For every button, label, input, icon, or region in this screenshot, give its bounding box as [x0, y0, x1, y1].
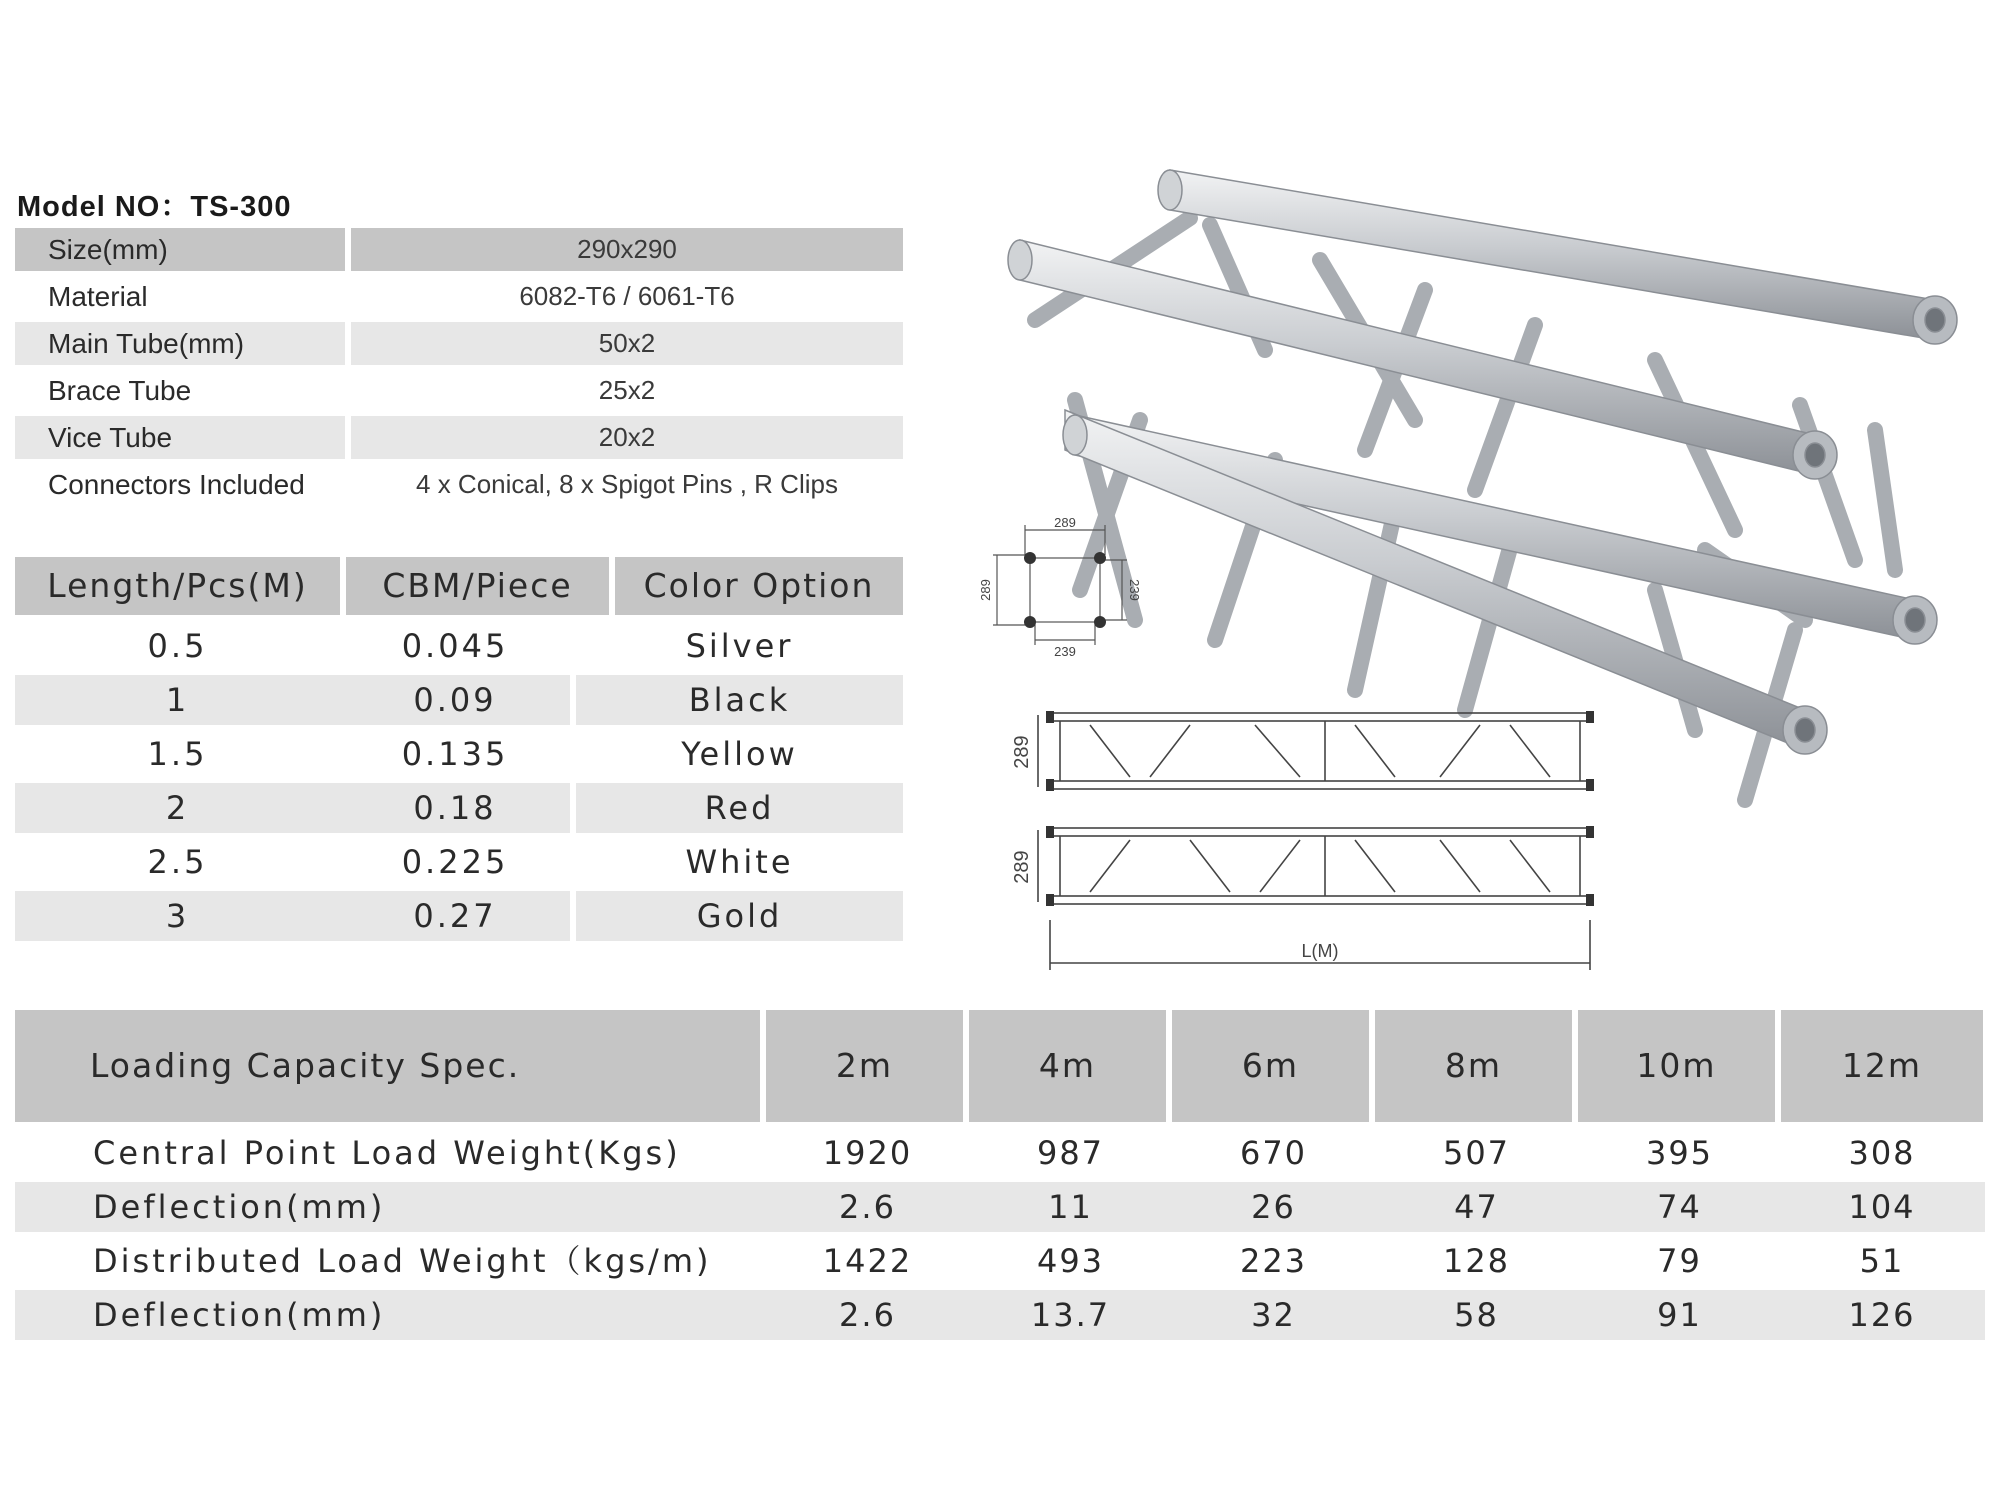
header-length: Length/Pcs(M) — [15, 557, 340, 615]
color-cell: Red — [704, 789, 775, 827]
spec-row — [15, 322, 903, 365]
load-row-label: Deflection(mm) — [93, 1188, 386, 1226]
cbm-cell: 0.09 — [413, 681, 497, 719]
table-row — [15, 783, 903, 833]
color-cell: Black — [688, 681, 791, 719]
load-cell: 91 — [1657, 1296, 1702, 1334]
spec-label: Main Tube(mm) — [15, 322, 345, 365]
loading-capacity-table — [15, 1010, 1985, 1344]
cross-width-label: 289 — [1054, 515, 1076, 530]
load-cell: 507 — [1442, 1134, 1511, 1172]
load-cell: 51 — [1859, 1242, 1905, 1280]
truss-illustration — [975, 150, 1995, 770]
load-cell: 2.6 — [839, 1188, 896, 1226]
cross-inner-h-label: 239 — [1127, 579, 1142, 601]
model-label: Model NO — [17, 191, 161, 223]
span-header: 4m — [969, 1010, 1166, 1122]
spec-label: Size(mm) — [15, 228, 345, 271]
table-row — [15, 621, 903, 671]
side-top-label: 289 — [1011, 735, 1033, 769]
load-cell: 126 — [1848, 1296, 1916, 1334]
load-cell: 58 — [1454, 1296, 1499, 1334]
length-table-header — [15, 557, 903, 615]
cbm-cell: 0.045 — [401, 627, 509, 665]
cbm-cell: 0.27 — [413, 897, 497, 935]
spec-label: Brace Tube — [48, 375, 192, 406]
model-separator: ： — [160, 191, 191, 223]
cbm-cell: 0.135 — [401, 735, 509, 773]
table-row — [15, 891, 903, 941]
spec-value: 290x290 — [351, 228, 903, 271]
model-value: TS-300 — [190, 191, 292, 223]
load-row-label: Distributed Load Weight（kgs/m) — [93, 1242, 712, 1280]
spec-row — [15, 228, 903, 271]
spec-table — [15, 228, 903, 510]
load-cell: 223 — [1239, 1242, 1308, 1280]
load-cell: 308 — [1848, 1134, 1916, 1172]
load-cell: 128 — [1442, 1242, 1511, 1280]
color-cell: Gold — [696, 897, 783, 935]
cross-section-drawing — [978, 515, 1142, 660]
span-header: 2m — [766, 1010, 963, 1122]
spec-value: 6082-T6 / 6061-T6 — [519, 281, 735, 311]
cbm-cell: 0.225 — [401, 843, 509, 881]
load-cell: 47 — [1454, 1188, 1499, 1226]
length-cell: 1 — [165, 681, 190, 719]
spec-row — [15, 275, 903, 318]
load-row-label: Deflection(mm) — [93, 1296, 386, 1334]
table-row — [15, 729, 903, 779]
color-cell: Silver — [685, 627, 794, 665]
cross-height-label: 289 — [978, 579, 993, 601]
load-cell: 11 — [1048, 1188, 1093, 1226]
table-row — [15, 837, 903, 887]
load-cell: 26 — [1251, 1188, 1296, 1226]
length-label: L(M) — [1301, 941, 1339, 961]
spec-value: 20x2 — [351, 416, 903, 459]
load-row-label: Central Point Load Weight(Kgs) — [93, 1134, 681, 1172]
load-cell: 2.6 — [839, 1296, 896, 1334]
span-header: 8m — [1375, 1010, 1572, 1122]
spec-row — [15, 369, 903, 412]
load-cell: 74 — [1657, 1188, 1702, 1226]
model-title — [17, 184, 291, 225]
load-cell: 104 — [1848, 1188, 1916, 1226]
load-cell: 493 — [1036, 1242, 1105, 1280]
color-cell: White — [685, 843, 794, 881]
spec-row — [15, 416, 903, 459]
load-cell: 1422 — [822, 1242, 913, 1280]
header-color: Color Option — [615, 557, 903, 615]
spec-value: 50x2 — [351, 322, 903, 365]
spec-label: Vice Tube — [15, 416, 345, 459]
length-cell: 0.5 — [147, 627, 208, 665]
loading-table-header — [15, 1010, 1985, 1122]
load-cell: 79 — [1657, 1242, 1702, 1280]
load-cell: 1920 — [822, 1134, 913, 1172]
length-cell: 1.5 — [147, 735, 208, 773]
length-cell: 2.5 — [147, 843, 208, 881]
load-cell: 395 — [1645, 1134, 1714, 1172]
length-cell: 3 — [165, 897, 190, 935]
load-cell: 670 — [1239, 1134, 1308, 1172]
spec-row — [15, 463, 903, 506]
color-cell: Yellow — [681, 735, 798, 773]
cbm-cell: 0.18 — [413, 789, 497, 827]
cross-inner-w-label: 239 — [1054, 644, 1076, 659]
span-header: 12m — [1781, 1010, 1983, 1122]
side-view-drawing — [1010, 705, 1610, 975]
load-cell: 987 — [1036, 1134, 1105, 1172]
spec-label: Connectors Included — [48, 469, 305, 500]
length-cell: 2 — [165, 789, 190, 827]
header-cbm: CBM/Piece — [346, 557, 609, 615]
table-row — [15, 675, 903, 725]
spec-value: 25x2 — [598, 375, 656, 405]
spec-label: Material — [48, 281, 148, 312]
table-row — [15, 1236, 1985, 1286]
loading-title: Loading Capacity Spec. — [15, 1010, 760, 1122]
table-row — [15, 1128, 1985, 1178]
table-row — [15, 1290, 1985, 1340]
length-table — [15, 557, 903, 945]
table-row — [15, 1182, 1985, 1232]
spec-value: 4 x Conical, 8 x Spigot Pins , R Clips — [416, 469, 838, 499]
load-cell: 32 — [1251, 1296, 1296, 1334]
span-header: 6m — [1172, 1010, 1369, 1122]
load-cell: 13.7 — [1030, 1296, 1111, 1334]
span-header: 10m — [1578, 1010, 1775, 1122]
side-bottom-label: 289 — [1011, 850, 1033, 884]
